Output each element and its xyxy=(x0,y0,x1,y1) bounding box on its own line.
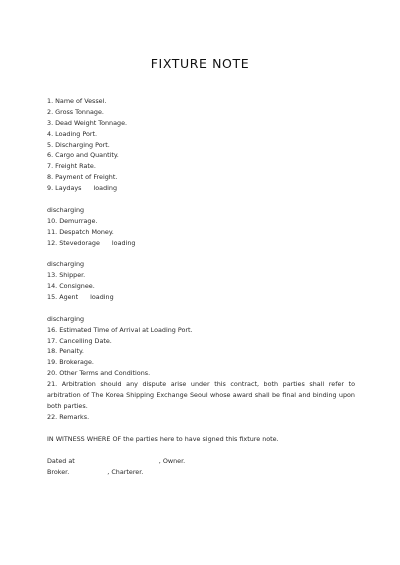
item-19: 19. Brokerage. xyxy=(47,358,94,367)
witness-statement: IN WITNESS WHERE OF the parties here to have signed this fixture note. xyxy=(47,434,279,443)
item-3: 3. Dead Weight Tonnage. xyxy=(47,118,128,127)
spacer xyxy=(47,423,355,434)
owner-label: , Owner. xyxy=(158,456,186,465)
dated-at-line xyxy=(47,456,355,467)
item-6: 6. Cargo and Quantity. xyxy=(47,151,119,160)
item-11: 11. Despatch Money. xyxy=(47,227,114,236)
item-20: 20. Other Terms and Conditions. xyxy=(47,369,151,378)
document-body xyxy=(47,96,355,477)
item-12 xyxy=(47,238,355,249)
item-12-label: 12. Stevedorage xyxy=(47,238,100,247)
broker-line xyxy=(47,467,355,478)
item-4: 4. Loading Port. xyxy=(47,129,98,138)
broker-label: Broker. xyxy=(47,467,70,476)
spacer xyxy=(47,194,355,205)
item-9-label: 9. Laydays xyxy=(47,184,82,193)
dated-at-label: Dated at xyxy=(47,456,75,465)
discharging-label-1: discharging xyxy=(47,205,85,214)
item-8: 8. Payment of Freight. xyxy=(47,173,118,182)
item-21-arbitration: 21. Arbitration should any dispute arise under this contract, both parties shall refer to arbitration of The Korea Shipping Exchange Seoul whose award shall be final and binding upon both parties. xyxy=(47,380,355,410)
item-2: 2. Gross Tonnage. xyxy=(47,107,104,116)
item-7: 7. Freight Rate. xyxy=(47,162,96,171)
item-9-loading: loading xyxy=(93,184,118,193)
discharging-label-2: discharging xyxy=(47,260,85,269)
page-title: FIXTURE NOTE xyxy=(150,56,250,71)
item-18: 18. Penalty. xyxy=(47,347,84,356)
item-15 xyxy=(47,292,355,303)
item-12-loading: loading xyxy=(111,238,136,247)
item-15-loading: loading xyxy=(90,293,114,302)
spacer xyxy=(47,248,355,259)
item-5: 5. Discharging Port. xyxy=(47,140,110,149)
item-10: 10. Demurrage. xyxy=(47,216,98,225)
spacer xyxy=(47,303,355,314)
item-14: 14. Consignee. xyxy=(47,282,95,291)
item-17: 17. Cancelling Date. xyxy=(47,336,112,345)
charterer-label: , Charterer. xyxy=(107,467,144,476)
item-22: 22. Remarks. xyxy=(47,412,90,421)
item-13: 13. Shipper. xyxy=(47,271,86,280)
item-15-label: 15. Agent xyxy=(47,293,79,302)
item-1: 1. Name of Vessel. xyxy=(47,97,107,105)
item-16: 16. Estimated Time of Arrival at Loading Port. xyxy=(47,325,193,334)
item-9 xyxy=(47,183,355,194)
spacer xyxy=(47,445,355,456)
discharging-label-3: discharging xyxy=(47,314,85,323)
